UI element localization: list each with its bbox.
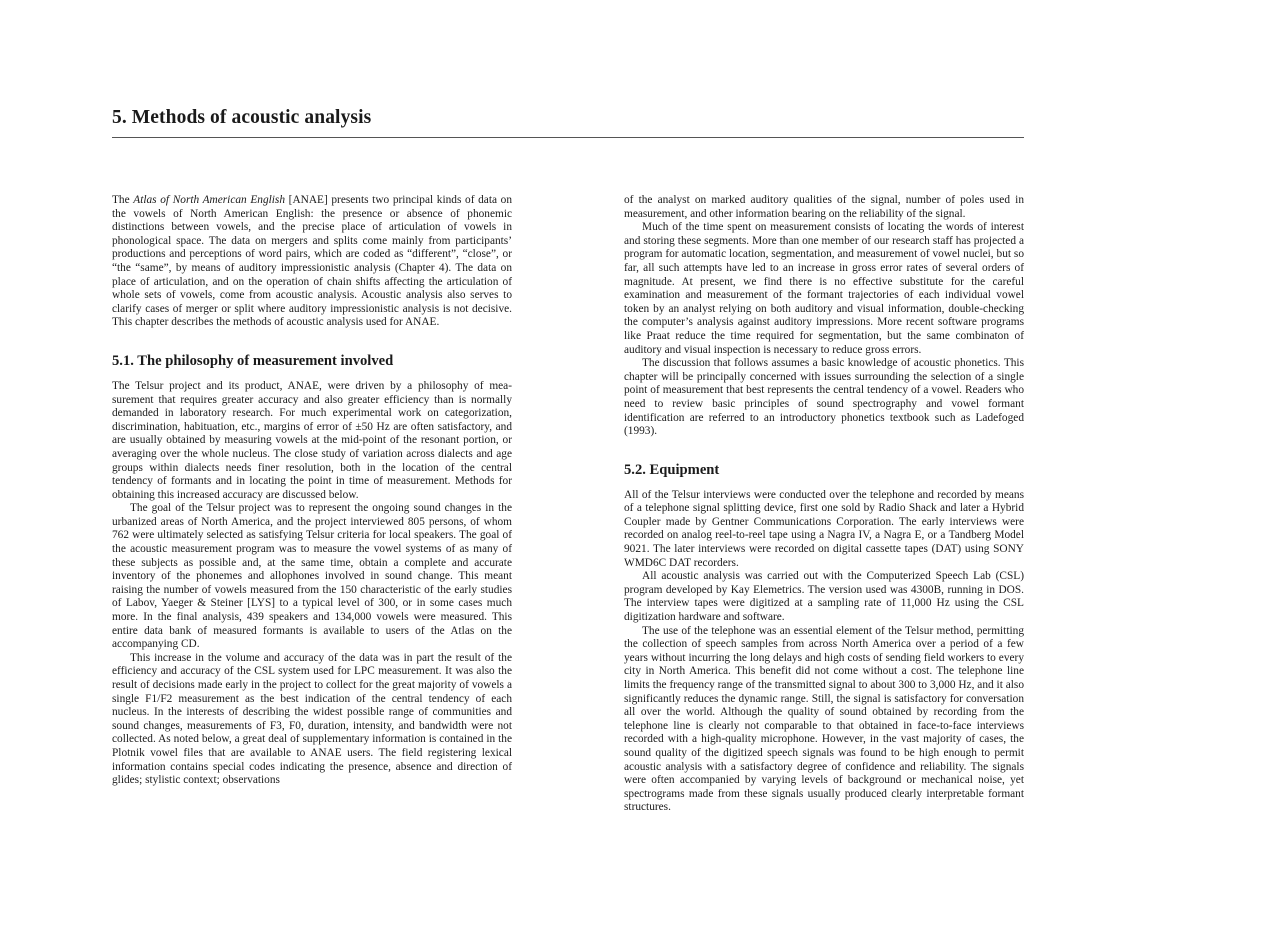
intro-post: [ANAE] presents two principal kinds of data on the vowels of North American English: the presence or absence of phonemic distinctions between vowels, and the precise place of articulation of vowels in phonological space. The data on mergers and splits come mainly from participants’ productions and perceptions of word pairs, which are coded as “different”, “close”, or “the “same”, by means of auditory impressionistic analysis (Chapter 4). The data on place of articulation, and on the operation of chain shifts affecting the articulation of whole sets of vowels, come from acoustic analysis. Acoustic analysis also serves to clarify cases of merger or split where auditory impressionistic analysis is not decisive. This chapter describes the methods of acoustic analysis used for ANAE. [112,194,512,329]
continued-paragraph: of the analyst on marked auditory qualities of the signal, number of poles used in measurement, and other information bearing on the reliability of the signal. [624,194,1024,220]
section-5-1-paragraph-2: The goal of the Telsur project was to represent the ongoing sound changes in the urbanized areas of North America, and the project interviewed 805 persons, of whom 762 were ultimately selected as satisfying Telsur criteria for local speakers. The goal of the acoustic measurement program was to measure the vowel systems of as many of these subjects as possible and, at the same time, obtain a complete and accurate inventory of the phonemes and allophones involved in sound change. This meant raising the number of vowels measured from the 150 characteristic of the early studies of Labov, Yaeger & Steiner [LYS] to a typical level of 300, or in some cases much more. In the final analysis, 439 speakers and 134,000 vowels were measured. This entire data bank of measured formants is available to users of the Atlas on the accompanying CD. [112,502,512,651]
section-5-1-paragraph-1: The Telsur project and its product, ANAE, were driven by a philosophy of measurement that requires greater accuracy and also greater efficiency than is normally demanded in laboratory research. For much experimental work on categorization, discrimination, habituation, etc., margins of error of ±50 Hz are often satisfactory, and are usually obtained by measuring vowels at the mid-point of the resonant portion, or averaging over the whole nucleus. The close study of variation across dialects and age groups within dialects needs finer resolution, both in the location of the central tendency of formants and in locating the point in time of measurement. Methods for obtaining this increased accuracy are discussed below. [112,379,512,501]
section-5-1-paragraph-3: This increase in the volume and accuracy of the data was in part the result of the efficiency and accuracy of the CSL system used for LPC measurement. It was also the result of decisions made early in the project to collect for the great majority of vowels a single F1/F2 measurement as the best indication of the central tendency of each nucleus. In the interests of describing the widest possible range of communities and sound changes, measurements of F3, F0, duration, intensity, and bandwidth were not collected. As noted below, a great deal of supplementary information is contained in the Plotnik vowel files that are available to ANAE users. The field registering lexical information contains special codes indicating the presence, absence and direction of glides; stylistic context; observations [112,651,512,787]
atlas-title: Atlas of North American English [133,194,286,206]
intro-paragraph [112,194,512,330]
section-5-1-heading: 5.1. The philosophy of measurement involved [112,352,394,369]
measurement-time-paragraph: Much of the time spent on measurement consists of locating the words of interest and storing these segments. More than one member of our research staff has projected a program for automatic location, segmentation, and measurement of vowel nuclei, but so far, all such attempts have led to an increase in gross error rates of several orders of magnitude. At present, we find there is no effective substitute for the careful examination and measurement of the formant trajectories of each individual vowel token by an analyst relying on both auditory and visual information, double-checking the computer’s analysis against auditory impressions. More recent software programs like Praat reduce the time required for segmentation, but the same combinaton of auditory and visual inspection is necessary to reduce gross errors. [624,221,1024,356]
right-column [624,194,1024,815]
left-column [112,194,512,788]
intro-pre: The [112,194,134,206]
section-5-2-heading: 5.2. Equipment [624,461,720,478]
section-5-2-paragraph-2: All acoustic analysis was carried out with the Computerized Speech Lab (CSL) program developed by Kay Elemetrics. The version used was 4300B, running in DOS. The interview tapes were digitized at a sampling rate of 11,000 Hz using the CSL digitization hardware and software. [624,570,1024,624]
chapter-title: 5. Methods of acoustic analysis [112,107,372,128]
discussion-paragraph: The discussion that follows assumes a basic knowledge of acoustic phonetics. This chapter will be principally concerned with issues surrounding the selection of a single point of measurement that best represents the central tendency of a vowel. Readers who need to review basic principles of sound spectrography and vowel formant identification are referred to an introductory phonetics textbook such as Ladefoged (1993). [624,357,1024,438]
title-rule [112,137,1024,138]
section-5-2-paragraph-3: The use of the telephone was an essential element of the Telsur method, permitting the collection of speech samples from across North America over a period of a few years without incurring the long delays and high costs of sending field workers to every city in North America. This benefit did not come without a cost. The telephone line limits the frequency range of the transmitted signal to about 300 to 3,000 Hz, and it also significantly reduces the dynamic range. Still, the signal is satisfactory for conversation all over the world. Although the quality of sound obtained by recording from the telephone line is clearly not comparable to that obtained in face-to-face interviews recorded with a high-quality microphone. However, in the vast majority of cases, the sound quality of the digitized speech signals was found to be high enough to permit acoustic analysis with a satisfactory degree of confidence and reliability. The signals were often accompanied by varying levels of background or mechanical noise, yet spectrograms made from these signals usually produced clearly interpretable formant structures. [624,624,1024,814]
section-5-2-paragraph-1: All of the Telsur interviews were conducted over the telephone and recorded by means of a telephone signal splitting device, first one sold by Radio Shack and later a Hybrid Coupler made by Gentner Communications Corporation. The early interviews were recorded on analog reel-to-reel tape using a Nagra IV, a Nagra E, or a Tandberg Model 9021. The later interviews were recorded on digital cassette tapes (DAT) using SONY WMD6C DAT recorders. [624,488,1024,569]
